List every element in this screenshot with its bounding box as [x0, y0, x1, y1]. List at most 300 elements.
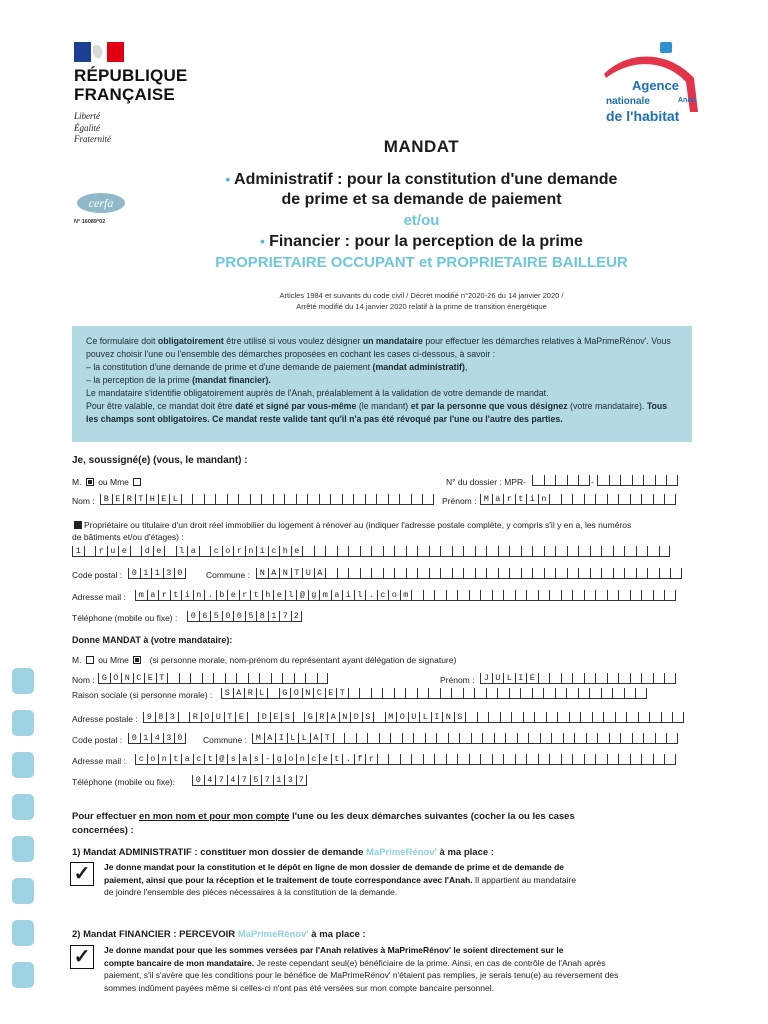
char-cell: [383, 546, 395, 557]
char-cell: J: [480, 673, 492, 684]
char-cell: [624, 568, 636, 579]
char-cell: [376, 494, 388, 505]
char-cell: A: [310, 733, 322, 744]
char-cell: R: [316, 712, 328, 723]
char-cell: 7: [261, 775, 273, 786]
char-cell: [557, 712, 569, 723]
republique-francaise-label: RÉPUBLIQUE FRANÇAISE: [74, 66, 188, 104]
char-cell: [238, 494, 250, 505]
char-cell: 6: [199, 611, 211, 622]
char-cell: I: [275, 733, 287, 744]
cerfa-number: N° 16089*02: [74, 219, 106, 225]
char-cell: [589, 688, 601, 699]
char-cell: 8: [256, 611, 268, 622]
char-cell: S: [454, 712, 466, 723]
char-cell: [84, 546, 96, 557]
char-cell: l: [354, 590, 366, 601]
mandataire-commune-field[interactable]: [252, 732, 678, 744]
mandant-tel-field[interactable]: [187, 610, 302, 622]
mandataire-cp-field[interactable]: [128, 732, 186, 744]
mandataire-rs-field[interactable]: [221, 687, 647, 699]
char-cell: 1: [268, 611, 280, 622]
char-cell: [348, 688, 360, 699]
char-cell: T: [156, 673, 168, 684]
char-cell: [480, 590, 492, 601]
char-cell: [572, 754, 584, 765]
char-cell: e: [273, 590, 285, 601]
char-cell: i: [526, 494, 538, 505]
char-cell: [618, 494, 630, 505]
char-cell: [382, 688, 394, 699]
char-cell: [227, 494, 239, 505]
char-cell: [653, 754, 665, 765]
char-cell: r: [503, 494, 515, 505]
char-cell: T: [336, 688, 348, 699]
char-cell: [448, 733, 460, 744]
char-cell: [459, 733, 471, 744]
char-cell: [348, 568, 360, 579]
char-cell: E: [270, 712, 282, 723]
char-cell: [561, 590, 573, 601]
char-cell: [584, 494, 596, 505]
mandataire-checkbox-m[interactable]: [86, 656, 94, 664]
char-cell: [659, 568, 671, 579]
mandant-cp-field[interactable]: [128, 567, 186, 579]
char-cell: [440, 568, 452, 579]
info-box: [72, 326, 692, 442]
char-cell: [360, 546, 372, 557]
char-cell: l: [285, 590, 297, 601]
char-cell: [517, 733, 529, 744]
char-cell: e: [291, 546, 303, 557]
char-cell: [497, 688, 509, 699]
mandant-commune-label: Commune :: [206, 570, 250, 580]
char-cell: [400, 754, 412, 765]
mandant-cp-label: Code postal :: [72, 570, 123, 580]
char-cell: i: [181, 590, 193, 601]
dossier-field-1[interactable]: [532, 474, 590, 486]
char-cell: [515, 754, 527, 765]
char-cell: U: [492, 673, 504, 684]
char-cell: [630, 673, 642, 684]
char-cell: C: [133, 673, 145, 684]
char-cell: i: [342, 590, 354, 601]
char-cell: o: [222, 546, 234, 557]
char-cell: [555, 546, 567, 557]
char-cell: [551, 733, 563, 744]
char-cell: [486, 688, 498, 699]
char-cell: B: [100, 494, 112, 505]
char-cell: [544, 568, 556, 579]
char-cell: [555, 475, 567, 486]
char-cell: [480, 754, 492, 765]
char-cell: E: [144, 673, 156, 684]
char-cell: [429, 568, 441, 579]
char-cell: [612, 688, 624, 699]
char-cell: [325, 568, 337, 579]
mandant-mail-field[interactable]: [135, 589, 676, 601]
char-cell: L: [256, 688, 268, 699]
char-cell: [566, 688, 578, 699]
fin-mandate-title: 2) Mandat FINANCIER : PERCEVOIR MaPrimeRénov' à ma place :: [72, 929, 366, 940]
bullet-icon: •: [225, 172, 231, 187]
char-cell: [607, 494, 619, 505]
mandataire-commune-label: Commune :: [203, 735, 247, 745]
char-cell: A: [268, 568, 280, 579]
char-cell: t: [204, 754, 216, 765]
char-cell: [500, 712, 512, 723]
char-cell: [325, 546, 337, 557]
char-cell: 4: [151, 733, 163, 744]
char-cell: l: [176, 546, 188, 557]
mandataire-adr-field[interactable]: [143, 711, 684, 723]
char-cell: 9: [143, 712, 155, 723]
char-cell: [601, 688, 613, 699]
char-cell: 8: [155, 712, 167, 723]
dossier-field-2[interactable]: [597, 474, 678, 486]
char-cell: n: [538, 494, 550, 505]
char-cell: [584, 590, 596, 601]
char-cell: [204, 494, 216, 505]
char-cell: [555, 688, 567, 699]
char-cell: N: [339, 712, 351, 723]
binder-tab: [12, 962, 34, 988]
char-cell: [653, 494, 665, 505]
char-cell: r: [239, 590, 251, 601]
mandataire-prenom-field[interactable]: [480, 672, 676, 684]
char-cell: 0: [174, 568, 186, 579]
char-cell: M: [385, 712, 397, 723]
char-cell: [199, 546, 211, 557]
mandant-prenom-field[interactable]: [480, 493, 676, 505]
info-p2: Le mandataire s'identifie obligatoirement auprès de l'Anah, préalablement à la validation de votre demande de mandat.: [86, 388, 549, 398]
char-cell: R: [123, 494, 135, 505]
char-cell: D: [258, 712, 270, 723]
char-cell: [618, 673, 630, 684]
char-cell: [422, 494, 434, 505]
admin-mandate-text: Je donne mandat pour la constitution et le dépôt en ligne de mon dossier de demande de prime et de demande de paiement, ainsi que pour la réception et le traitement de toute correspondance avec l'Anah. Il appartient au mandataire de joindre l'ensemble des pièces nécessaires à la constitution de la demande.: [104, 862, 577, 897]
char-cell: h: [279, 546, 291, 557]
char-cell: r: [233, 546, 245, 557]
actions-intro: Pour effectuer en mon nom et pour mon compte l'une ou les deux démarches suivantes (cocher la ou les cases concernées) :: [72, 811, 575, 836]
char-cell: O: [290, 688, 302, 699]
mandataire-tel-field[interactable]: [192, 774, 307, 786]
char-cell: [259, 673, 271, 684]
char-cell: [624, 688, 636, 699]
char-cell: [167, 673, 179, 684]
char-cell: [618, 754, 630, 765]
info-l1: – la constitution d'une demande de prime et d'une demande de paiement (mandat administratif),: [86, 362, 468, 372]
char-cell: [373, 712, 385, 723]
char-cell: [555, 568, 567, 579]
char-cell: .: [365, 590, 377, 601]
legal-refs-1: Articles 1984 et suivants du code civil / Décret modifié n°2020-26 du 14 janvier 2020 /: [279, 291, 564, 300]
char-cell: [202, 673, 214, 684]
char-cell: 3: [163, 733, 175, 744]
char-cell: b: [216, 590, 228, 601]
char-cell: r: [158, 590, 170, 601]
char-cell: E: [112, 494, 124, 505]
char-cell: [561, 494, 573, 505]
char-cell: [664, 754, 676, 765]
mandant-tel-label: Téléphone (mobile ou fixe) :: [72, 613, 178, 623]
char-cell: [538, 590, 550, 601]
char-cell: [595, 590, 607, 601]
char-cell: [307, 494, 319, 505]
heading-owners: PROPRIETAIRE OCCUPANT et PROPRIETAIRE BAILLEUR: [215, 254, 628, 271]
char-cell: [293, 712, 305, 723]
char-cell: [337, 568, 349, 579]
char-cell: n: [158, 754, 170, 765]
char-cell: [641, 673, 653, 684]
char-cell: [417, 688, 429, 699]
char-cell: [215, 494, 227, 505]
char-cell: [534, 712, 546, 723]
char-cell: t: [170, 590, 182, 601]
char-cell: d: [141, 546, 153, 557]
mandant-checkbox-m[interactable]: [86, 478, 94, 486]
char-cell: [342, 494, 354, 505]
char-cell: [434, 754, 446, 765]
mandataire-civility: M. ou Mme (si personne morale, nom-prénom du représentant ayant délégation de signature): [72, 655, 457, 665]
char-cell: [538, 754, 550, 765]
char-cell: [178, 712, 190, 723]
char-cell: r: [95, 546, 107, 557]
char-cell: [567, 568, 579, 579]
mandant-address-field[interactable]: [72, 545, 670, 557]
owner-checkbox[interactable]: [74, 521, 82, 529]
char-cell: [348, 546, 360, 557]
char-cell: L: [419, 712, 431, 723]
char-cell: L: [287, 733, 299, 744]
admin-mandate-title: 1) Mandat ADMINISTRATIF : constituer mon dossier de demande MaPrimeRénov' à ma place :: [72, 847, 494, 858]
char-cell: [641, 494, 653, 505]
char-cell: A: [314, 568, 326, 579]
mandant-nom-label: Nom :: [72, 496, 95, 506]
char-cell: [192, 494, 204, 505]
char-cell: T: [291, 568, 303, 579]
char-cell: 3: [284, 775, 296, 786]
char-cell: 4: [227, 775, 239, 786]
char-cell: [643, 475, 655, 486]
char-cell: 1: [140, 568, 152, 579]
mandataire-mail-label: Adresse mail :: [72, 756, 126, 766]
char-cell: 5: [210, 611, 222, 622]
char-cell: 0: [128, 568, 140, 579]
char-cell: 3: [163, 568, 175, 579]
char-cell: c: [308, 754, 320, 765]
char-cell: [643, 733, 655, 744]
char-cell: [580, 712, 592, 723]
char-cell: f: [354, 754, 366, 765]
mandataire-rs-label: Raison sociale (si personne morale) :: [72, 690, 213, 700]
char-cell: [457, 590, 469, 601]
char-cell: [213, 673, 225, 684]
char-cell: E: [325, 688, 337, 699]
char-cell: [567, 475, 579, 486]
char-cell: [428, 688, 440, 699]
char-cell: [595, 754, 607, 765]
binder-tab: [12, 710, 34, 736]
char-cell: [330, 494, 342, 505]
char-cell: [578, 475, 590, 486]
char-cell: [584, 673, 596, 684]
char-cell: [452, 546, 464, 557]
dossier-label: N° du dossier : MPR-: [446, 477, 526, 487]
char-cell: [630, 590, 642, 601]
mandant-nom-field[interactable]: [100, 493, 434, 505]
mandataire-mail-field[interactable]: [135, 753, 676, 765]
char-cell: t: [250, 590, 262, 601]
info-l2: – la perception de la prime (mandat financier).: [86, 375, 271, 385]
char-cell: [314, 546, 326, 557]
char-cell: n: [245, 546, 257, 557]
char-cell: [590, 568, 602, 579]
char-cell: [247, 712, 259, 723]
char-cell: [523, 712, 535, 723]
legal-refs-2: Arrêté modifié du 14 janvier 2020 relatif à la prime de transition énergétique: [296, 302, 547, 311]
char-cell: I: [515, 673, 527, 684]
char-cell: e: [227, 590, 239, 601]
mandant-commune-field[interactable]: [256, 567, 682, 579]
char-cell: [181, 494, 193, 505]
char-cell: [337, 546, 349, 557]
char-cell: [394, 568, 406, 579]
char-cell: H: [146, 494, 158, 505]
char-cell: [505, 733, 517, 744]
char-cell: [511, 712, 523, 723]
char-cell: m: [400, 590, 412, 601]
char-cell: [595, 494, 607, 505]
char-cell: [377, 754, 389, 765]
char-cell: [620, 733, 632, 744]
char-cell: [630, 754, 642, 765]
char-cell: .: [342, 754, 354, 765]
char-cell: [672, 712, 684, 723]
char-cell: s: [250, 754, 262, 765]
mandant-checkbox-mme[interactable]: [133, 478, 141, 486]
char-cell: L: [503, 673, 515, 684]
char-cell: [540, 733, 552, 744]
char-cell: [603, 712, 615, 723]
char-cell: [296, 494, 308, 505]
char-cell: G: [304, 712, 316, 723]
char-cell: 0: [233, 611, 245, 622]
char-cell: N: [256, 568, 268, 579]
char-cell: n: [296, 754, 308, 765]
char-cell: [607, 590, 619, 601]
char-cell: t: [170, 754, 182, 765]
char-cell: [305, 673, 317, 684]
char-cell: [417, 568, 429, 579]
mandataire-nom-field[interactable]: [98, 672, 328, 684]
char-cell: [356, 733, 368, 744]
char-cell: [423, 754, 435, 765]
char-cell: [471, 733, 483, 744]
char-cell: [399, 494, 411, 505]
char-cell: [440, 546, 452, 557]
char-cell: [532, 688, 544, 699]
char-cell: u: [107, 546, 119, 557]
char-cell: @: [216, 754, 228, 765]
char-cell: [371, 546, 383, 557]
char-cell: S: [221, 688, 233, 699]
char-cell: [526, 590, 538, 601]
char-cell: 1: [72, 546, 84, 557]
char-cell: [360, 568, 372, 579]
char-cell: [632, 733, 644, 744]
char-cell: [457, 754, 469, 765]
char-cell: [248, 673, 260, 684]
char-cell: O: [201, 712, 213, 723]
char-cell: [532, 546, 544, 557]
char-cell: U: [408, 712, 420, 723]
char-cell: [463, 546, 475, 557]
char-cell: R: [244, 688, 256, 699]
char-cell: [371, 688, 383, 699]
char-cell: [411, 754, 423, 765]
char-cell: [613, 546, 625, 557]
section-mandant: Je, soussigné(e) (vous, le mandant) :: [72, 455, 248, 466]
char-cell: [273, 494, 285, 505]
char-cell: [607, 673, 619, 684]
admin-mandate-checkbox[interactable]: ✓: [70, 862, 94, 886]
char-cell: [383, 568, 395, 579]
char-cell: c: [210, 546, 222, 557]
char-cell: [549, 673, 561, 684]
char-cell: [532, 475, 544, 486]
char-cell: O: [110, 673, 122, 684]
binder-tab: [12, 920, 34, 946]
char-cell: 0: [174, 733, 186, 744]
char-cell: T: [135, 494, 147, 505]
char-cell: e: [118, 546, 130, 557]
char-cell: [664, 590, 676, 601]
char-cell: [572, 494, 584, 505]
char-cell: [613, 568, 625, 579]
fin-mandate-checkbox[interactable]: ✓: [70, 945, 94, 969]
char-cell: 1: [140, 733, 152, 744]
mandataire-checkbox-mme[interactable]: [133, 656, 141, 664]
char-cell: [413, 733, 425, 744]
char-cell: [446, 590, 458, 601]
char-cell: r: [365, 754, 377, 765]
char-cell: [626, 712, 638, 723]
owner-statement: Propriétaire ou titulaire d'un droit réel immobilier du logement à rénover au (indiquer l'adresse postale complète, y compris s'il y en a, les numéros de bâtiments et/ou d'étages) :: [72, 520, 632, 542]
marianne-flag-logo: [74, 42, 124, 62]
char-cell: [520, 688, 532, 699]
char-cell: g: [308, 590, 320, 601]
char-cell: [655, 733, 667, 744]
char-cell: C: [313, 688, 325, 699]
char-cell: n: [193, 590, 205, 601]
char-cell: [406, 546, 418, 557]
char-cell: o: [147, 754, 159, 765]
char-cell: [164, 546, 176, 557]
char-cell: [482, 733, 494, 744]
char-cell: [367, 733, 379, 744]
char-cell: [649, 712, 661, 723]
char-cell: @: [296, 590, 308, 601]
char-cell: [225, 673, 237, 684]
char-cell: [130, 546, 142, 557]
char-cell: G: [279, 688, 291, 699]
char-cell: [632, 475, 644, 486]
char-cell: [549, 754, 561, 765]
char-cell: [544, 475, 556, 486]
char-cell: A: [327, 712, 339, 723]
char-cell: [578, 568, 590, 579]
